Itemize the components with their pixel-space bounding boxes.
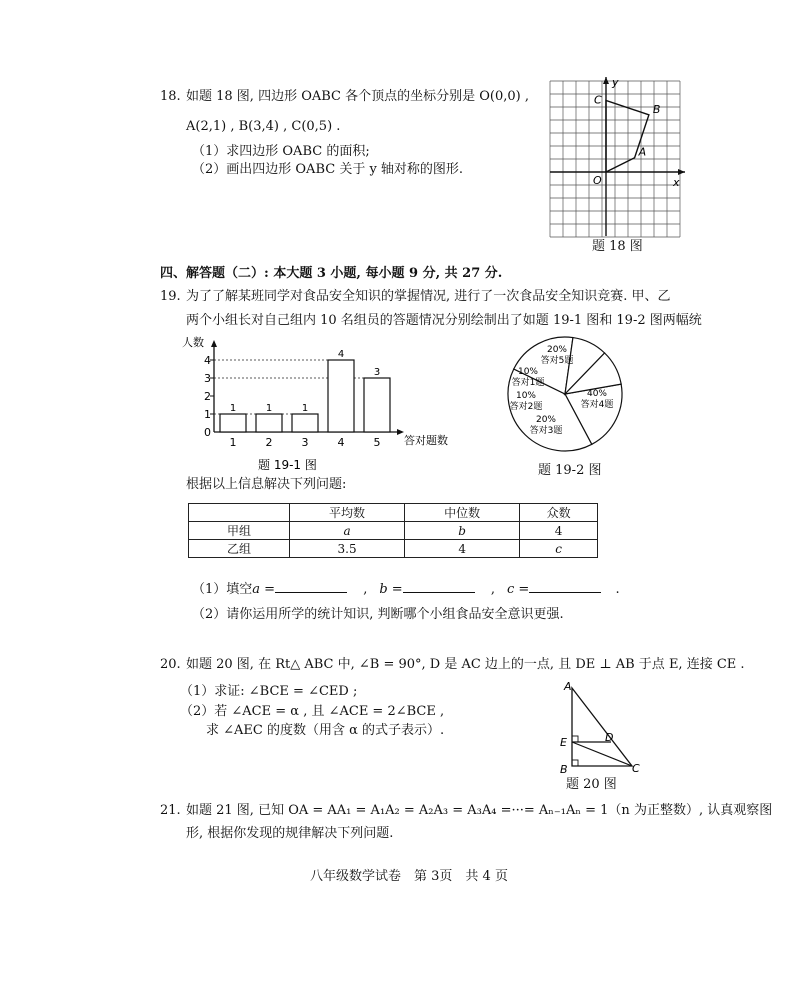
fill-end: . xyxy=(615,582,620,597)
blank-c[interactable] xyxy=(529,578,601,593)
bar-value-label: 4 xyxy=(337,349,345,360)
pie-chart-19-2 xyxy=(500,330,635,460)
y-axis-arrow xyxy=(603,77,609,84)
right-angle-B xyxy=(572,760,578,766)
q19-fill-line xyxy=(192,578,620,599)
q20-number: 20. xyxy=(160,657,181,672)
q20-sub2b: 求 ∠AEC 的度数（用含 α 的式子表示）. xyxy=(206,723,445,738)
q19-number: 19. xyxy=(160,289,181,304)
x-tick-label: 1 xyxy=(229,436,237,449)
table-row xyxy=(189,522,598,540)
q21-number: 21. xyxy=(160,803,181,818)
bar xyxy=(220,414,246,432)
table-cell: 3.5 xyxy=(290,540,405,558)
q20-caption: 题 20 图 xyxy=(566,777,617,792)
bar-value-label: 1 xyxy=(229,403,237,414)
vertex-A-label: A xyxy=(638,145,647,159)
table-header: 中位数 xyxy=(405,504,520,522)
slice-percent-label: 40% xyxy=(586,389,608,399)
x-axis-arrow xyxy=(678,169,685,175)
q18-number: 18. xyxy=(160,89,181,104)
bar xyxy=(292,414,318,432)
q18-line2: A(2,1) , B(3,4) , C(0,5) . xyxy=(186,119,341,134)
q19-line3: 根据以上信息解决下列问题: xyxy=(186,477,347,492)
slice-percent-label: 20% xyxy=(535,415,557,425)
point-C-label: C xyxy=(632,762,640,775)
fill-separator: , xyxy=(490,582,495,597)
fill-b-label: b = xyxy=(379,582,403,597)
table-header: 众数 xyxy=(520,504,598,522)
q18-grid-figure xyxy=(540,72,690,240)
point-D-label: D xyxy=(605,731,614,744)
x-axis-label: 答对题数 xyxy=(404,434,448,447)
q19-line2: 两个小组长对自己组内 10 名组员的答题情况分别绘制出了如题 19-1 图和 19-2 图两幅统 xyxy=(186,313,702,328)
blank-b[interactable] xyxy=(403,578,475,593)
q20-sub1: （1）求证: ∠BCE = ∠CED ; xyxy=(180,684,358,699)
q20-sub2: （2）若 ∠ACE = α , 且 ∠ACE = 2∠BCE , xyxy=(180,704,445,719)
quadrilateral-OABC xyxy=(606,101,649,173)
y-tick-label: 0 xyxy=(204,426,211,439)
fill-separator: , xyxy=(363,582,368,597)
q20-line1: 如题 20 图, 在 Rt△ ABC 中, ∠B = 90°, D 是 AC 边上的一点, 且 DE ⊥ AB 于点 E, 连接 CE . xyxy=(186,657,745,672)
x-tick-label: 2 xyxy=(265,436,273,449)
x-tick-label: 5 xyxy=(373,436,381,449)
x-tick-label: 4 xyxy=(337,436,345,449)
table-header-row xyxy=(189,504,598,522)
q18-caption: 题 18 图 xyxy=(592,239,643,254)
point-B-label: B xyxy=(560,763,568,776)
page-footer: 八年级数学试卷 第 3页 共 4 页 xyxy=(310,869,508,884)
bar xyxy=(256,414,282,432)
bar-chart-19-1 xyxy=(180,332,480,477)
slice-category-label: 答对4题 xyxy=(580,400,614,410)
blank-a[interactable] xyxy=(275,578,347,593)
slice-percent-label: 20% xyxy=(546,345,568,355)
q18-line1: 如题 18 图, 四边形 OABC 各个顶点的坐标分别是 O(0,0) , xyxy=(186,89,529,104)
slice-category-label: 答对1题 xyxy=(511,378,545,388)
table-cell: 4 xyxy=(405,540,520,558)
vertex-C-label: C xyxy=(594,93,602,107)
x-axis-arrow xyxy=(397,429,404,435)
table-cell: a xyxy=(290,522,405,540)
slice-percent-label: 10% xyxy=(517,367,539,377)
section4-heading: 四、解答题（二）: 本大题 3 小题, 每小题 9 分, 共 27 分. xyxy=(160,266,503,281)
table-header xyxy=(189,504,290,522)
table-row xyxy=(189,540,598,558)
point-E-label: E xyxy=(560,736,567,749)
table-header: 平均数 xyxy=(290,504,405,522)
q20-triangle-figure xyxy=(550,676,640,776)
y-tick-label: 3 xyxy=(204,372,211,385)
right-angle-E xyxy=(572,736,578,742)
x-tick-label: 3 xyxy=(301,436,309,449)
y-tick-label: 2 xyxy=(204,390,211,403)
table-cell: c xyxy=(520,540,598,558)
bar-value-label: 3 xyxy=(373,367,381,378)
y-axis-arrow xyxy=(211,340,217,347)
q19-line1: 为了了解某班同学对食品安全知识的掌握情况, 进行了一次食品安全知识竞赛. 甲、乙 xyxy=(186,289,671,304)
bar-value-label: 1 xyxy=(265,403,273,414)
y-axis-label: y xyxy=(612,76,619,89)
slice-category-label: 答对3题 xyxy=(529,426,563,436)
bar-value-label: 1 xyxy=(301,403,309,414)
bar xyxy=(364,378,390,432)
fill-a-label: a = xyxy=(252,582,276,597)
slice-category-label: 答对5题 xyxy=(540,356,574,366)
fill-c-label: c = xyxy=(506,582,530,597)
pie-chart-caption: 题 19-2 图 xyxy=(538,463,602,478)
table-cell: b xyxy=(405,522,520,540)
vertex-B-label: B xyxy=(652,102,661,116)
slice-percent-label: 10% xyxy=(515,391,537,401)
bar xyxy=(328,360,354,432)
q18-sub1: （1）求四边形 OABC 的面积; xyxy=(192,144,370,159)
bar-chart-caption: 题 19-1 图 xyxy=(258,458,317,472)
q21-line1: 如题 21 图, 已知 OA = AA₁ = A₁A₂ = A₂A₃ = A₃A₄ =···= Aₙ₋₁Aₙ = 1（n 为正整数）, 认真观察图 xyxy=(186,803,773,818)
point-A-label: A xyxy=(564,680,572,693)
stats-table xyxy=(188,503,598,558)
q19-sub2: （2）请你运用所学的统计知识, 判断哪个小组食品安全意识更强. xyxy=(192,607,564,622)
x-axis-label: x xyxy=(673,176,680,189)
vertex-O-label: O xyxy=(593,174,602,187)
grid-lines xyxy=(550,81,680,237)
q18-sub2: （2）画出四边形 OABC 关于 y 轴对称的图形. xyxy=(192,162,464,177)
table-cell: 4 xyxy=(520,522,598,540)
table-cell: 乙组 xyxy=(189,540,290,558)
fill-prefix: （1）填空 xyxy=(192,582,253,597)
y-tick-label: 1 xyxy=(204,408,211,421)
y-axis-label: 人数 xyxy=(182,336,204,349)
q21-line2: 形, 根据你发现的规律解决下列问题. xyxy=(186,826,394,841)
slice-category-label: 答对2题 xyxy=(509,402,543,412)
table-cell: 甲组 xyxy=(189,522,290,540)
y-tick-label: 4 xyxy=(204,354,211,367)
